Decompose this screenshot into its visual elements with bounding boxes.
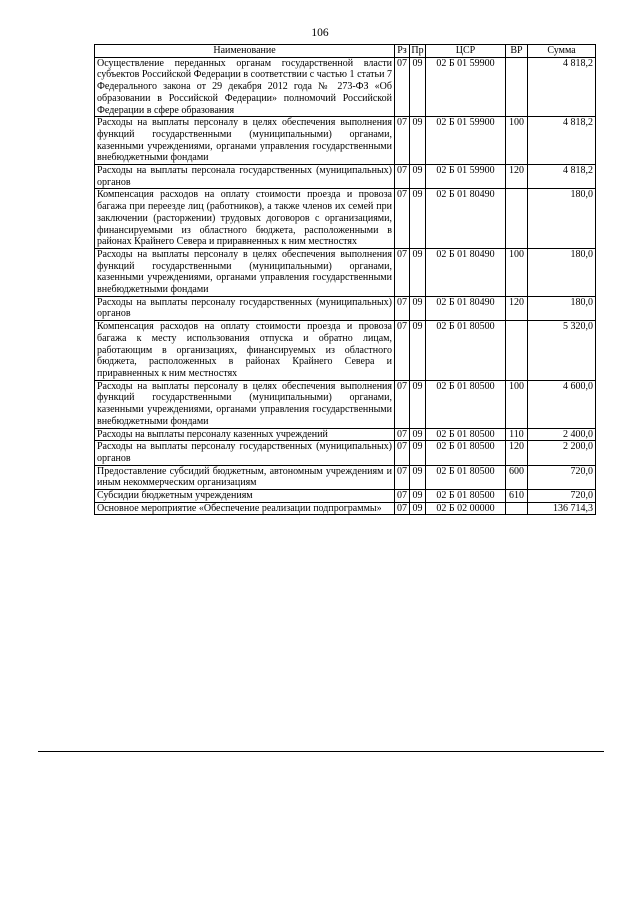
budget-table [94,44,596,515]
row-csr: 02 Б 01 80500 [426,428,506,441]
row-pr: 09 [410,248,426,296]
row-csr: 02 Б 01 80500 [426,441,506,465]
row-pr: 09 [410,321,426,381]
row-sum: 4 600,0 [528,380,596,428]
row-csr: 02 Б 01 80500 [426,321,506,381]
row-rz: 07 [395,441,410,465]
row-pr: 09 [410,441,426,465]
table-row [95,502,596,515]
row-csr: 02 Б 01 80500 [426,380,506,428]
row-sum: 180,0 [528,189,596,249]
row-name: Предоставление субсидий бюджетным, автономным учреждениям и иным некоммерческим организациям [95,465,395,489]
row-sum: 180,0 [528,296,596,320]
table-header-row [95,45,596,58]
row-vr: 100 [506,380,528,428]
row-csr: 02 Б 01 59900 [426,57,506,117]
row-sum: 720,0 [528,490,596,503]
row-csr: 02 Б 01 59900 [426,165,506,189]
row-name: Расходы на выплаты персоналу казенных учреждений [95,428,395,441]
table-row [95,490,596,503]
table-row [95,296,596,320]
header-vr: ВР [506,45,528,58]
row-csr: 02 Б 01 80500 [426,490,506,503]
row-sum: 2 200,0 [528,441,596,465]
table-row [95,441,596,465]
table-row [95,189,596,249]
row-sum: 180,0 [528,248,596,296]
row-rz: 07 [395,117,410,165]
row-csr: 02 Б 02 00000 [426,502,506,515]
row-rz: 07 [395,465,410,489]
header-sum: Сумма [528,45,596,58]
row-name: Компенсация расходов на оплату стоимости проезда и провоза багажа к месту использования отпуска и обратно лицам, работающим в организациях, финансируемых из областного бюджета, расположенных в районах Крайнего Севера и приравненных к ним местностях [95,321,395,381]
row-rz: 07 [395,296,410,320]
row-vr [506,321,528,381]
row-rz: 07 [395,321,410,381]
table-row [95,117,596,165]
row-sum: 4 818,2 [528,165,596,189]
row-vr: 110 [506,428,528,441]
row-rz: 07 [395,165,410,189]
row-pr: 09 [410,165,426,189]
row-pr: 09 [410,117,426,165]
row-sum: 4 818,2 [528,117,596,165]
row-sum: 2 400,0 [528,428,596,441]
row-name: Расходы на выплаты персоналу в целях обеспечения выполнения функций государственными (муниципальными) органами, казенными учреждениями, органами управления государственными внебюджетными фондами [95,248,395,296]
row-sum: 720,0 [528,465,596,489]
row-pr: 09 [410,428,426,441]
row-name: Расходы на выплаты персоналу в целях обеспечения выполнения функций государственными (муниципальными) органами, казенными учреждениями, органами управления государственными внебюджетными фондами [95,380,395,428]
row-csr: 02 Б 01 80490 [426,296,506,320]
row-pr: 09 [410,502,426,515]
header-csr: ЦСР [426,45,506,58]
table-row [95,428,596,441]
row-rz: 07 [395,428,410,441]
row-csr: 02 Б 01 80490 [426,248,506,296]
row-rz: 07 [395,490,410,503]
row-name: Осуществление переданных органам государственной власти субъектов Российской Федерации в соответствии с частью 1 статьи 7 Федерального закона от 29 декабря 2012 года № 273-ФЗ «Об образовании в Российской Федерации» полномочий Российской Федерации в сфере образования [95,57,395,117]
row-vr: 100 [506,248,528,296]
row-pr: 09 [410,465,426,489]
table-row [95,248,596,296]
row-rz: 07 [395,189,410,249]
row-vr [506,57,528,117]
header-name: Наименование [95,45,395,58]
row-rz: 07 [395,380,410,428]
row-vr: 120 [506,296,528,320]
row-name: Расходы на выплаты персоналу государственных (муниципальных) органов [95,441,395,465]
row-pr: 09 [410,490,426,503]
table-row [95,57,596,117]
row-pr: 09 [410,380,426,428]
row-sum: 4 818,2 [528,57,596,117]
row-sum: 136 714,3 [528,502,596,515]
header-pr: Пр [411,45,424,56]
page-number: 106 [311,27,329,39]
row-vr: 610 [506,490,528,503]
row-csr: 02 Б 01 80490 [426,189,506,249]
table-row [95,465,596,489]
row-name: Основное мероприятие «Обеспечение реализации подпрограммы» [95,502,395,515]
row-pr: 09 [410,296,426,320]
row-vr: 120 [506,441,528,465]
row-name: Компенсация расходов на оплату стоимости проезда и провоза багажа при переезде лиц (работников), а также членов их семей при заключении (расторжении) трудовых договоров с организациями, финансируемыми из областного бюджета, расположенными в районах Крайнего Севера и приравненных к ним местностях [95,189,395,249]
table-row [95,380,596,428]
row-vr: 120 [506,165,528,189]
row-name: Субсидии бюджетным учреждениям [95,490,395,503]
row-vr [506,502,528,515]
row-pr: 09 [410,189,426,249]
table-row [95,165,596,189]
row-vr [506,189,528,249]
row-csr: 02 Б 01 59900 [426,117,506,165]
row-rz: 07 [395,57,410,117]
row-rz: 07 [395,248,410,296]
row-vr: 100 [506,117,528,165]
row-vr: 600 [506,465,528,489]
row-pr: 09 [410,57,426,117]
header-rz: Рз [395,45,410,58]
footer-divider [38,751,604,752]
row-rz: 07 [395,502,410,515]
table-row [95,321,596,381]
row-csr: 02 Б 01 80500 [426,465,506,489]
row-sum: 5 320,0 [528,321,596,381]
row-name: Расходы на выплаты персоналу государственных (муниципальных) органов [95,296,395,320]
row-name: Расходы на выплаты персоналу в целях обеспечения выполнения функций государственными (муниципальными) органами, казенными учреждениями, органами управления государственными внебюджетными фондами [95,117,395,165]
row-name: Расходы на выплаты персонала государственных (муниципальных) органов [95,165,395,189]
